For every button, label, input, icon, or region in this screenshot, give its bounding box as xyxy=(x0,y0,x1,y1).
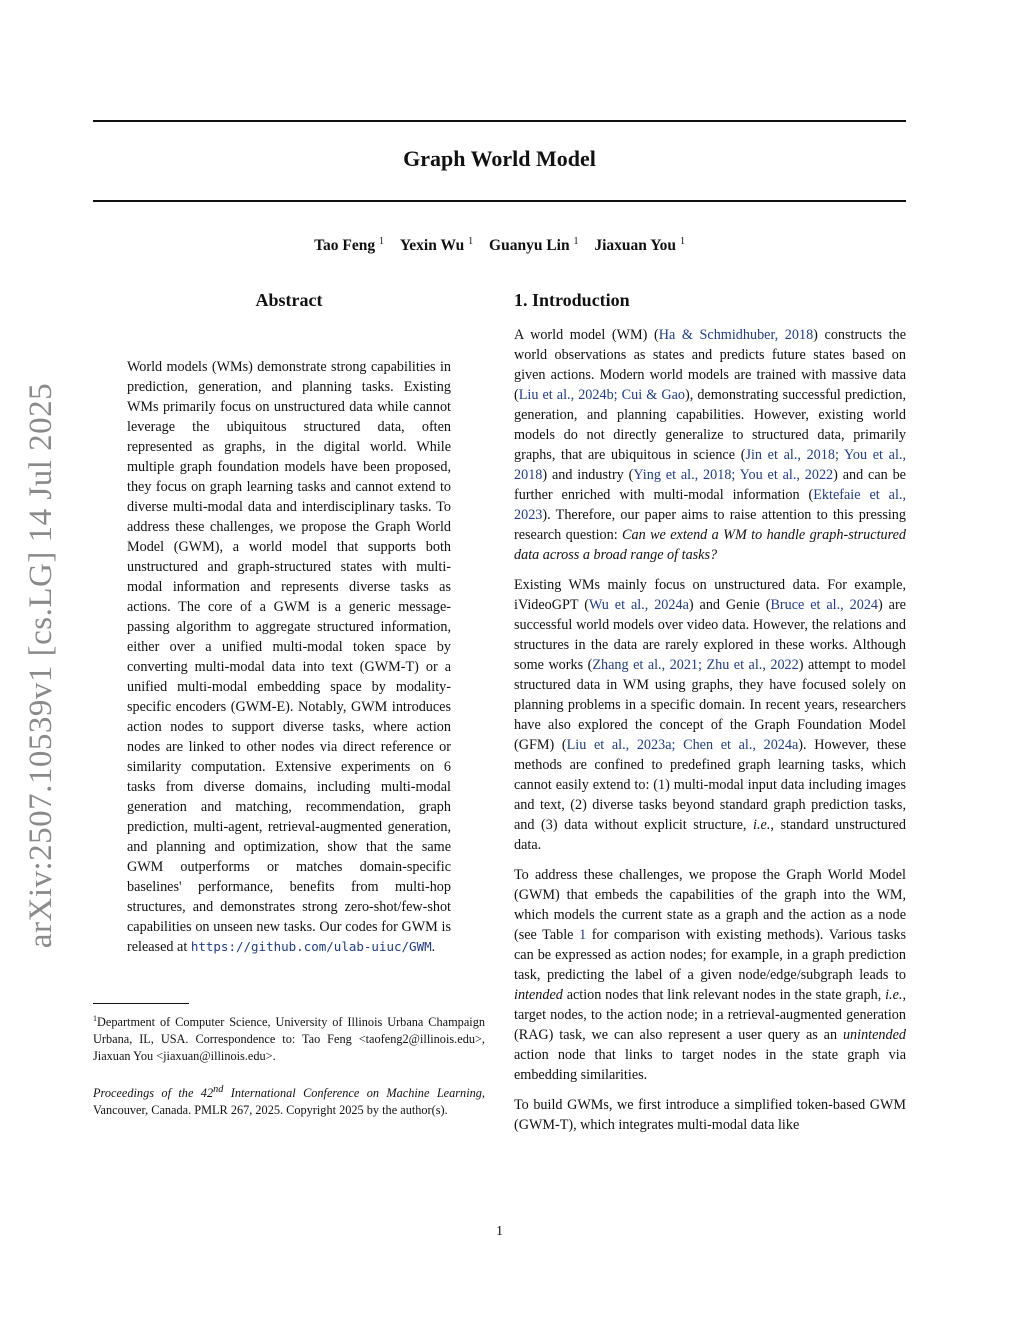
code-link[interactable]: https://github.com/ulab-uiuc/GWM xyxy=(190,939,432,954)
introduction-body xyxy=(514,325,906,1135)
paper-title: Graph World Model xyxy=(403,146,596,171)
citation-link[interactable]: Jin et al., 2018; You et al., 2018 xyxy=(514,447,906,483)
author: Yexin Wu $^1$ xyxy=(399,236,474,255)
intro-paragraph-1: A world model (WM) (Ha & Schmidhuber, 2018) constructs the world observations as states and predicts future states based on given actions. Modern world models are trained with massive data (Liu et al., 2024b; Cui & Gao), demonstrating successful prediction, generation, and planning capabilities. However, existing world models do not directly generalize to structured data, primarily graphs, that are ubiquitous in science (Jin et al., 2018; You et al., 2018) and industry (Ying et al., 2018; You et al., 2022) and can be further enriched with multi-modal information (Ektefaie et al., 2023). Therefore, our paper aims to raise attention to this pressing research question: Can we extend a WM to handle graph-structured data across a broad range of tasks? xyxy=(514,327,907,563)
arxiv-watermark xyxy=(22,380,62,950)
table-reference-link[interactable]: 1 xyxy=(579,927,587,943)
author: Jiaxuan You $^1$ xyxy=(594,236,685,255)
title-rule-top xyxy=(93,120,906,122)
intro-paragraph-2: Existing WMs mainly focus on unstructured data. For example, iVideoGPT (Wu et al., 2024a) and Genie (Bruce et al., 2024) are successful world models over video data. However, the relations and structures in the data are rarely explored in these works. Although some works (Zhang et al., 2021; Zhu et al., 2022) attempt to model structured data in WM using graphs, they have focused solely on planning problems in a specific domain. In recent years, researchers have also explored the concept of the Graph Foundation Model (GFM) (Liu et al., 2023a; Chen et al., 2024a). However, these methods are confined to predefined graph learning tasks, which cannot easily extend to: (1) multi-modal input data including images and text, (2) diverse tasks beyond standard graph prediction tasks, and (3) data without explicit structure, i.e., standard unstructured data. xyxy=(514,577,906,853)
author-list xyxy=(93,236,906,255)
author: Tao Feng $^1$ xyxy=(314,236,384,255)
citation-link[interactable]: Ektefaie et al., 2023 xyxy=(514,487,906,523)
abstract-heading: Abstract xyxy=(255,290,323,310)
page-number: 1 xyxy=(496,1224,503,1239)
citation-link[interactable]: Wu et al., 2024a xyxy=(588,597,689,613)
title-rule-bottom xyxy=(93,200,906,202)
intro-paragraph-3: To address these challenges, we propose the Graph World Model (GWM) that embeds the capabilities of the graph into the WM, which models the current state as a graph and the action as a node (see Table 1 for comparison with existing methods). Various tasks can be expressed as action nodes; for example, in a graph prediction task, predicting the label of a given node/edge/subgraph leads to intended action nodes that link relevant nodes in the state graph, i.e., target nodes, to the action node; in a retrieval-augmented generation (RAG) task, we can also represent a user query as an unintended action node that links to target nodes in the state graph via embedding similarities. xyxy=(514,867,906,1083)
left-column xyxy=(93,290,485,1119)
arxiv-id: arXiv:2507.10539v1 [cs.LG] 14 Jul 2025 xyxy=(23,382,60,948)
citation-link[interactable]: Ha & Schmidhuber, 2018 xyxy=(658,327,814,343)
author: Guanyu Lin $^1$ xyxy=(489,236,579,255)
citation-link[interactable]: Liu et al., 2023a; Chen et al., 2024a xyxy=(566,737,799,753)
right-column xyxy=(514,290,906,1145)
abstract-body: World models (WMs) demonstrate strong capabilities in prediction, generation, and planning tasks. Existing WMs primarily focus on unstructured data while cannot leverage the ubiquitous structured data, often represented as graphs, in the digital world. While multiple graph foundation models have been proposed, they focus on graph learning tasks and cannot extend to diverse multi-modal data and interdisciplinary tasks. To address these challenges, we propose the Graph World Model (GWM), a world model that supports both unstructured and graph-structured states with multi-modal information and represents diverse tasks as actions. The core of a GWM is a generic message-passing algorithm to aggregate structured information, either over a unified multi-modal token space by converting multi-modal data into text (GWM-T) or a unified multi-modal embedding space by modality-specific encoders (GWM-E). Notably, GWM introduces action nodes to support diverse tasks, where action nodes are linked to other nodes via direct reference or similarity computation. Extensive experiments on 6 tasks from diverse domains, including multi-modal generation and matching, recommendation, graph prediction, multi-agent, retrieval-augmented generation, and planning and optimization, show that the same GWM outperforms or matches domain-specific baselines' performance, benefits from multi-hop structures, and demonstrates strong zero-shot/few-shot capabilities on unseen new tasks. Our codes for GWM is released at https://github.com/ulab-uiuc/GWM. xyxy=(127,359,451,955)
footnote-rule xyxy=(93,1003,189,1004)
citation-link[interactable]: Bruce et al., 2024 xyxy=(770,597,879,613)
citation-link[interactable]: Zhang et al., 2021; Zhu et al., 2022 xyxy=(592,657,799,673)
introduction-heading: 1. Introduction xyxy=(514,290,630,310)
proceedings-note: Proceedings of the 42nd International Conference on Machine Learning, Vancouver, Canada. PMLR 267, 2025. Copyright 2025 by the author(s). xyxy=(93,1084,485,1118)
citation-link[interactable]: Ying et al., 2018; You et al., 2022 xyxy=(633,467,834,483)
affiliation-footnote: $^1$Department of Computer Science, University of Illinois Urbana Champaign Urbana, IL, USA. Correspondence to: Tao Feng <taofeng2@illinois.edu>, Jiaxuan You <jiaxuan@illinois.edu>. xyxy=(93,1014,485,1064)
intro-paragraph-4: To build GWMs, we first introduce a simplified token-based GWM (GWM-T), which integrates multi-modal data like xyxy=(514,1097,906,1133)
citation-link[interactable]: Liu et al., 2024b; Cui & Gao xyxy=(518,387,685,403)
